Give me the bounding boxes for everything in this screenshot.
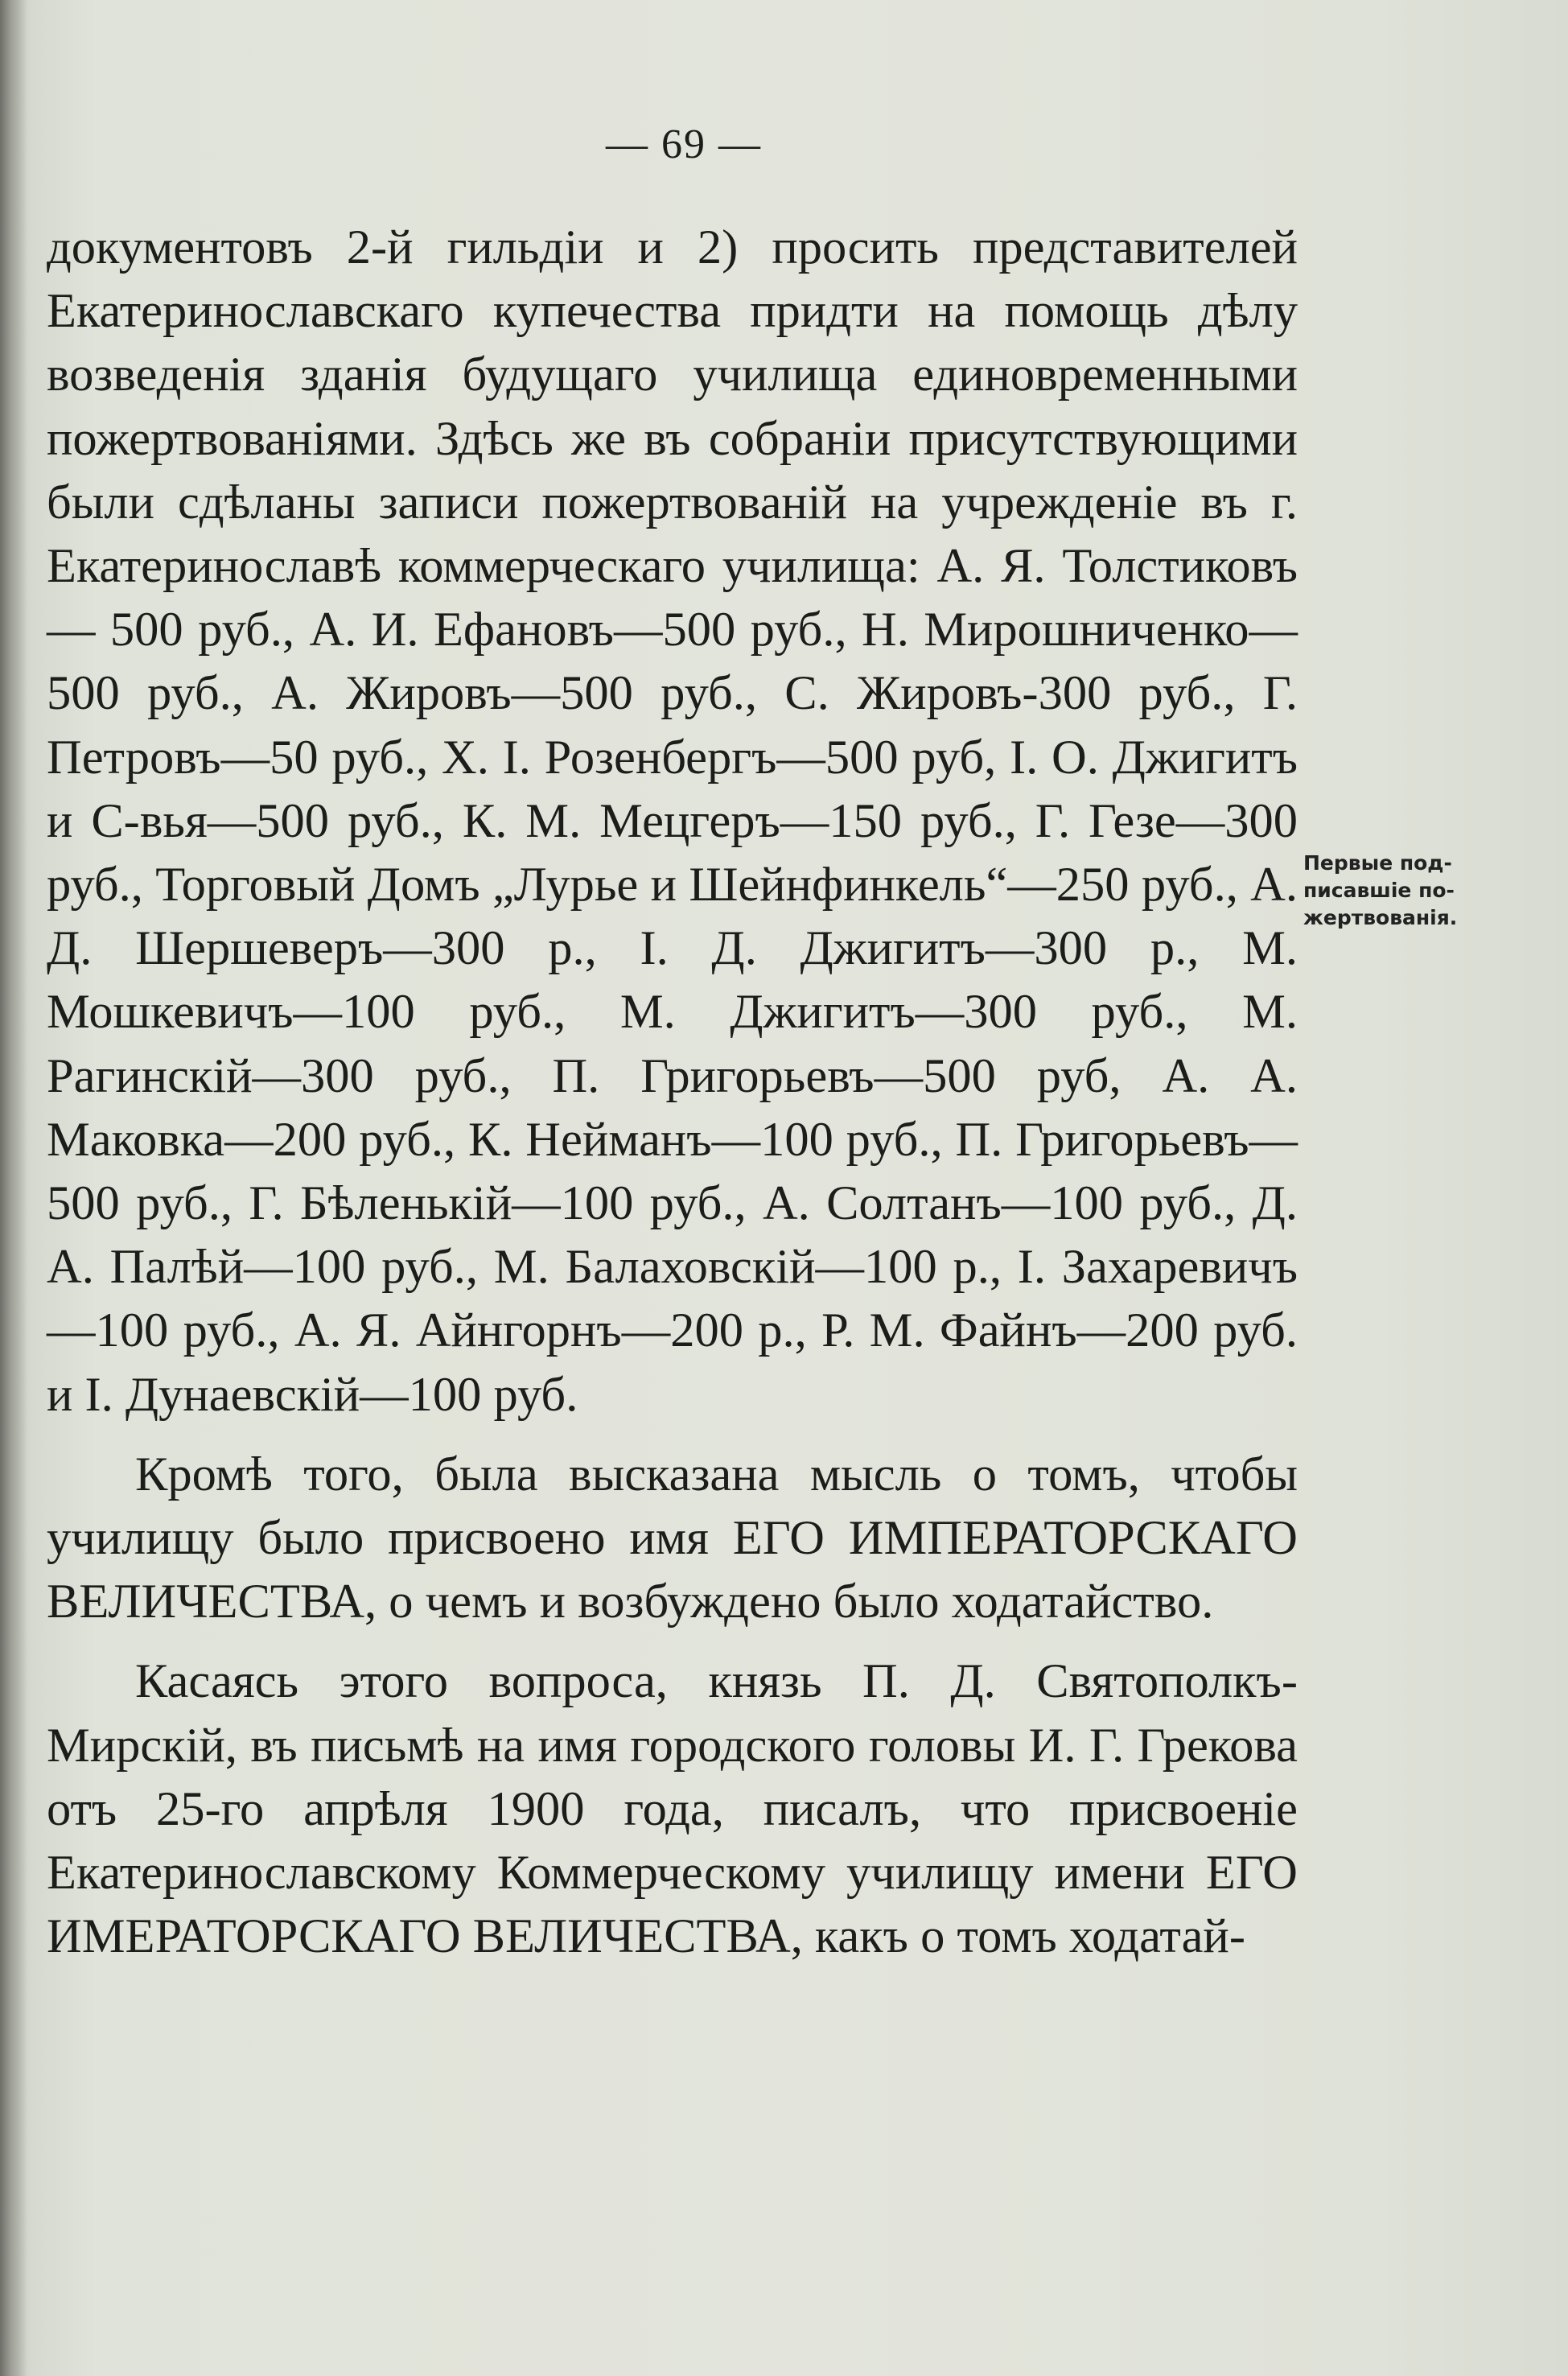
binding-shadow (0, 0, 27, 2376)
page-number: — 69 — (606, 121, 762, 167)
paragraph: Кромѣ того, была высказана мысль о томъ, чтобы училищу было присвоено имя ЕГО ИМПЕРАТОРСКАГО ВЕЛИЧЕСТВА, о чемъ и возбуждено было ходатайство. (47, 1447, 1298, 1629)
paragraph: Касаясь этого вопроса, князь П. Д. Святополкъ-Мирскій, въ письмѣ на имя городского головы И. Г. Грекова отъ 25-го апрѣля 1900 года, писалъ, что присвоеніе Екатеринославскому Коммерческому училищу имени ЕГО ИМЕРАТОРСКАГО ВЕЛИЧЕСТВА, какъ о томъ ходатай- (47, 1654, 1298, 1964)
margin-note: Первые под-писавшіе по-жертвованія. (1303, 851, 1458, 929)
paragraph: документовъ 2-й гильдіи и 2) просить представителей Екатеринославскаго купечества придти на помощь дѣлу возведенія зданія будущаго училища единовременными пожертвованіями. Здѣсь же въ собраніи присутствующими были сдѣланы записи пожертвованій на учрежденіе въ г. Екатеринославѣ коммерческаго училища: А. Я. Толстиковъ— 500 руб., А. И. Ефановъ—500 руб., Н. Мирошниченко—500 руб., А. Жировъ—500 руб., С. Жировъ-300 руб., Г. Петровъ—50 руб., Х. І. Розенбергъ—500 руб, І. О. Джигитъ и С-вья—500 руб., К. М. Мецгеръ—150 руб., Г. Гезе—300 руб., Торговый Домъ „Лурье и Шейнфинкель“—250 руб., А. Д. Шершеверъ—300 р., І. Д. Джигитъ—300 р., М. Мошкевичъ—100 руб., М. Джигитъ—300 руб., М. Рагинскій—300 руб., П. Григорьевъ—500 руб, А. А. Маковка—200 руб., К. Нейманъ—100 руб., П. Григорьевъ—500 руб., Г. Бѣленькій—100 руб., А. Солтанъ—100 руб., Д. А. Палѣй—100 руб., М. Балаховскій—100 р., І. Захаревичъ—100 руб., А. Я. Айнгорнъ—200 р., Р. М. Файнъ—200 руб. и І. Дунаевскій—100 руб. (47, 220, 1298, 1422)
body-text (47, 216, 1298, 1968)
